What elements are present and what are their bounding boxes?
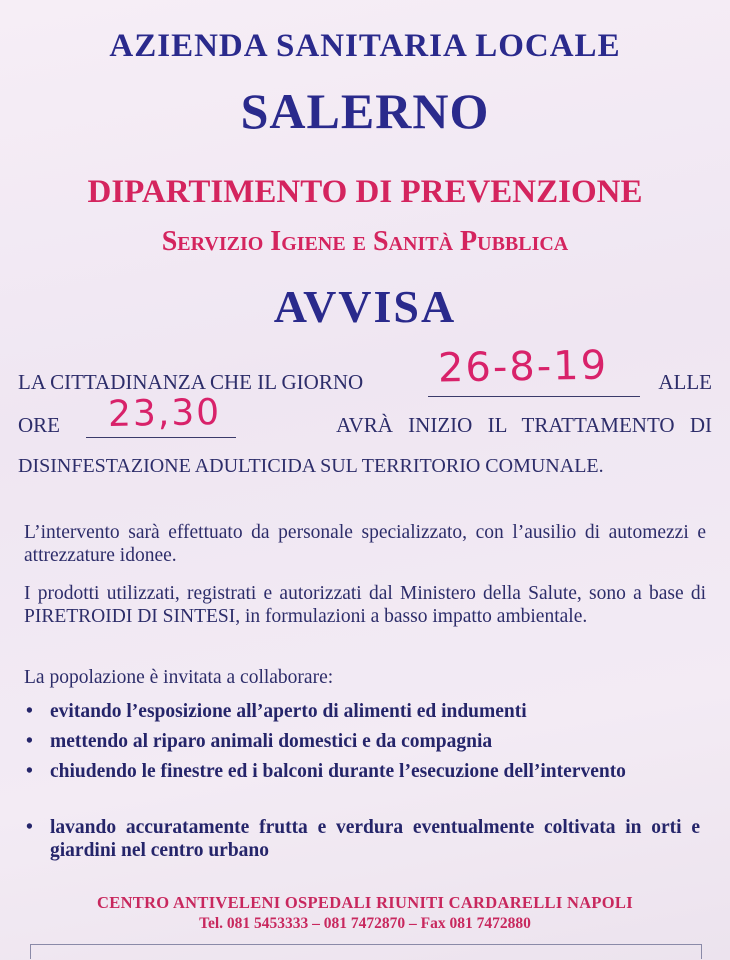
announce-heading: AVVISA: [273, 281, 457, 332]
bullet-item: [26, 700, 700, 723]
bullet-text: mettendo al riparo animali domestici e da compagnia: [50, 731, 493, 752]
paragraph-invitation: La popolazione è invitata a collaborare:: [24, 667, 334, 688]
paragraph-products: I prodotti utilizzati, registrati e autorizzati dal Ministero della Salute, sono a base di PIRETROIDI DI SINTESI, in formulazioni a basso impatto ambientale.: [24, 583, 706, 627]
bullet-text: lavando accuratamente frutta e verdura eventualmente coltivata in orti e giardini nel centro urbano: [50, 817, 700, 861]
poison-center-name: CENTRO ANTIVELENI OSPEDALI RIUNITI CARDARELLI NAPOLI: [97, 893, 633, 912]
bullet-item: [26, 760, 700, 783]
time-blank-line: [86, 437, 236, 438]
bullet-text: chiudendo le finestre ed i balconi durante l’esecuzione dell’intervento: [50, 761, 626, 782]
bullet-dot-icon: •: [26, 731, 33, 752]
bullet-dot-icon: •: [26, 817, 33, 838]
bullet-item: [26, 730, 700, 753]
bottom-border: [30, 944, 702, 959]
bullet-dot-icon: •: [26, 761, 33, 782]
notice-line1-suffix: ALLE: [658, 370, 712, 394]
paragraph-intervention: L’intervento sarà effettuato da personale specializzato, con l’ausilio di automezzi e attrezzature idonee.: [24, 522, 706, 566]
notice-line1-prefix: LA CITTADINANZA CHE IL GIORNO: [18, 370, 364, 394]
org-name: AZIENDA SANITARIA LOCALE: [109, 28, 621, 64]
service-title: Servizio Igiene e Sanità Pubblica: [161, 226, 569, 257]
bullet-text: evitando l’esposizione all’aperto di alimenti ed indumenti: [50, 701, 527, 722]
poison-center-phones: Tel. 081 5453333 – 081 7472870 – Fax 081 7472880: [199, 915, 531, 932]
bullet-item: [26, 816, 700, 862]
department-title: DIPARTIMENTO DI PREVENZIONE: [87, 174, 643, 210]
handwritten-time: 23,30: [107, 392, 222, 435]
handwritten-date: 26-8-19: [437, 342, 609, 392]
org-city: SALERNO: [240, 83, 490, 139]
notice-line2-prefix: ORE: [18, 413, 60, 437]
notice-line-3: DISINFESTAZIONE ADULTICIDA SUL TERRITORIO COMUNALE.: [18, 455, 604, 477]
notice-line2-suffix: AVRÀ INIZIO IL TRATTAMENTO DI: [336, 413, 712, 437]
date-blank-line: [428, 396, 640, 397]
bullet-dot-icon: •: [26, 701, 33, 722]
